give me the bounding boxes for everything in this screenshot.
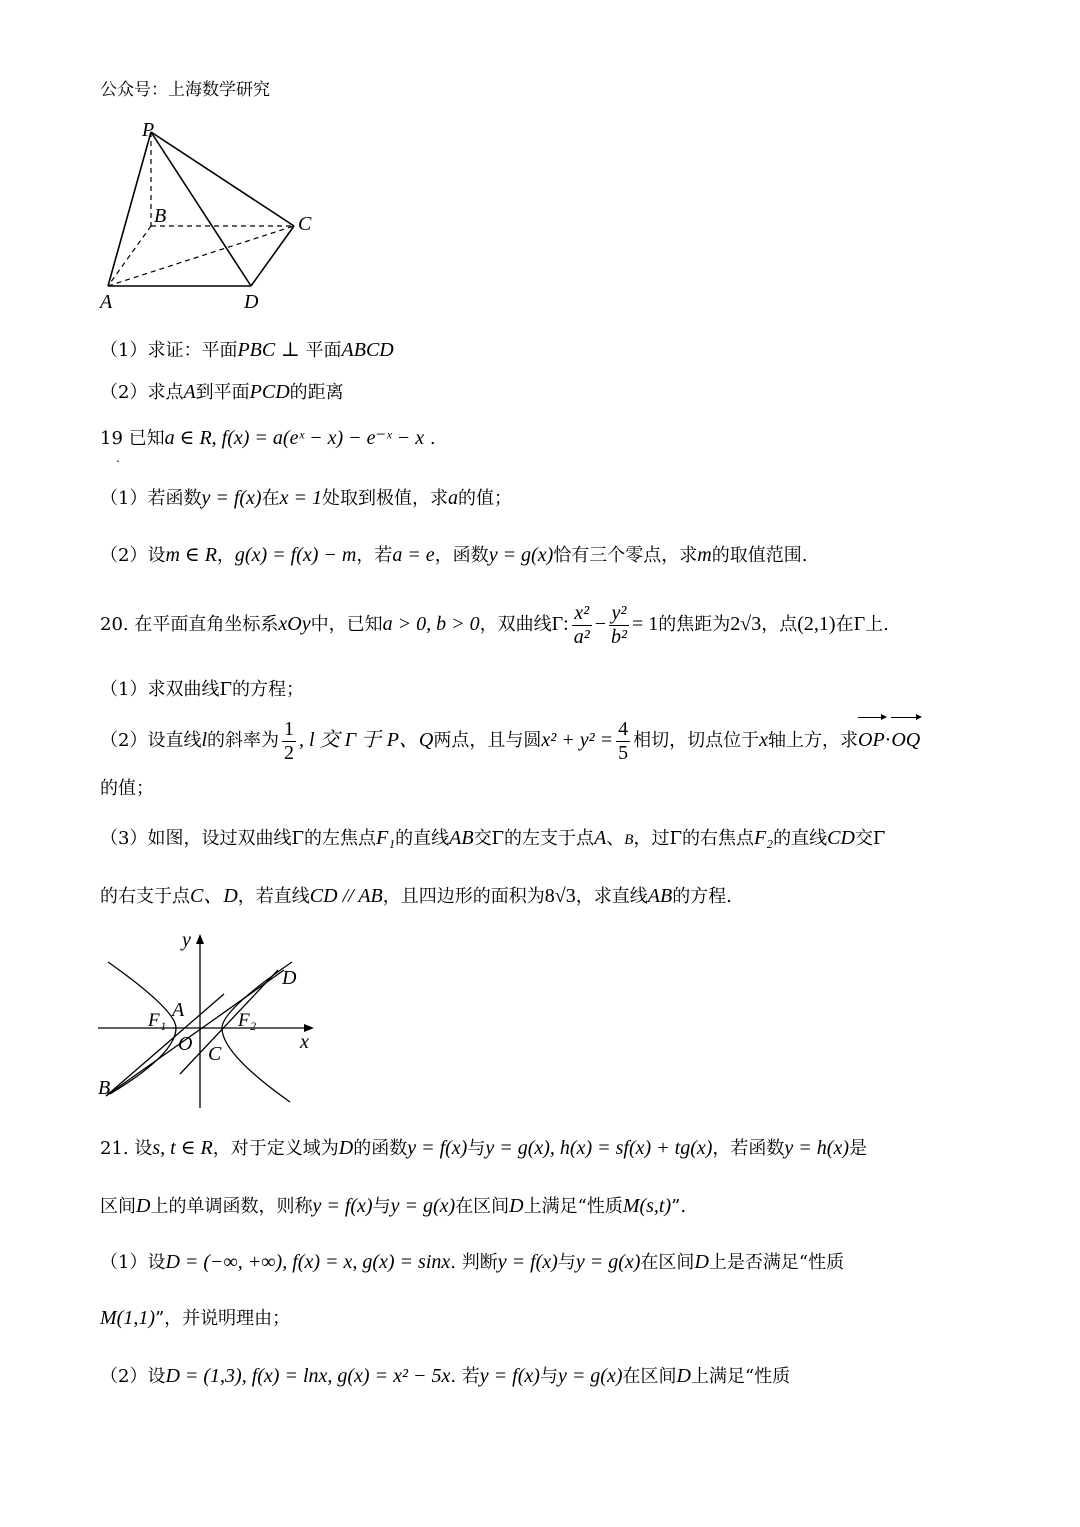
label-b: B: [154, 205, 167, 227]
q21-p2-sat: 上满足“性质: [690, 1366, 791, 1387]
q20-cond: a > 0, b > 0: [382, 613, 480, 635]
q21-p1-yf: y = f(x): [497, 1251, 558, 1273]
perp-symbol: ⊥: [280, 339, 300, 361]
q20-p2-slope: 的斜率为: [207, 730, 280, 751]
vector-oq: OQ: [891, 716, 920, 764]
frac-x-den: a²: [573, 625, 590, 648]
edge-pa: [108, 132, 151, 286]
q21-d: D: [338, 1137, 354, 1159]
q20-ab: AB: [449, 827, 474, 849]
q20-cd: CD: [827, 827, 855, 849]
q20-f2: F₂: [753, 827, 774, 849]
label-p: P: [142, 119, 155, 141]
q19-p1-suffix: 的值；: [457, 488, 512, 509]
q20-number: 20.: [100, 614, 129, 635]
point-a: A: [183, 381, 196, 403]
q21-number: 21.: [100, 1138, 129, 1159]
q20-point: (2,1): [797, 613, 836, 635]
q19-p2-if: ，若: [356, 545, 393, 566]
q21-text4: ，若函数: [712, 1138, 785, 1159]
y-axis-arrow-icon: [196, 934, 204, 944]
q20-p3-mid3: ，过Γ的右焦点: [633, 828, 754, 849]
q21-p1-yg: y = g(x): [575, 1251, 641, 1273]
q20-p2-tangent: 相切，切点位于: [633, 730, 760, 751]
frac45-den: 5: [618, 741, 629, 764]
q21-l2-sat: 上满足“性质: [523, 1196, 623, 1217]
q19-p2-y: y = g(x): [488, 544, 554, 566]
q20-p3b-ask: ，求直线: [575, 886, 648, 907]
q20-p3b-mid: ，若直线: [237, 886, 310, 907]
label-c2: C: [208, 1043, 222, 1065]
q19-p2-g: g(x) = f(x) − m: [234, 544, 357, 566]
q20-p3-mid2: 交Γ的左支于点: [473, 828, 595, 849]
q20-stem: [100, 600, 889, 649]
q21-stem: [100, 1134, 867, 1163]
q20-frac-x: [572, 602, 592, 649]
q20-focal: 2√3: [730, 613, 762, 635]
q18-p1-text: （1）求证：平面: [100, 340, 238, 361]
label-d: D: [244, 291, 259, 313]
edge-pc: [151, 132, 294, 226]
q20-p3-mid5: 交Γ: [854, 828, 886, 849]
q20-text3: ，双曲线: [479, 614, 552, 635]
q21-p1-judge: . 判断: [450, 1252, 498, 1273]
plane-pbc: PBC: [237, 339, 276, 361]
q20-text5: ，点: [761, 614, 798, 635]
q19-p1-cond: x = 1: [279, 487, 322, 509]
q20-gamma2: Γ: [853, 613, 866, 635]
q20-minus: −: [594, 613, 606, 635]
label-a2: A: [172, 999, 185, 1021]
frac-y-num: y²: [609, 602, 629, 626]
q20-p3-mid1: 的直线: [395, 828, 450, 849]
q20-text7: 上.: [865, 614, 889, 635]
q21-p1-d: D: [694, 1251, 709, 1273]
label-a: A: [100, 291, 113, 313]
q18-part2: [100, 378, 344, 407]
q19-p2-comma: ，: [216, 545, 235, 566]
q20-pt-a: A: [594, 827, 607, 849]
q21-p2-if: . 若: [450, 1366, 480, 1387]
q20-gamma: Γ: [551, 613, 564, 635]
q20-cd-points: C、D: [190, 885, 238, 907]
q21-l2-d2: D: [509, 1195, 524, 1217]
q21-p2-and: 与: [539, 1366, 558, 1387]
q20-p3-mid4: 的直线: [773, 828, 828, 849]
q20-frac-y: [609, 602, 629, 649]
q20-frac-half: [282, 718, 296, 765]
q20-p3b-suffix: 的方程.: [672, 886, 732, 907]
q19-part1: [100, 484, 512, 513]
q20-p2-x: x: [759, 729, 768, 751]
q19-number: 19: [100, 428, 123, 449]
q21-l2-end: ”.: [671, 1196, 687, 1217]
q21-l2-yg: y = g(x): [390, 1195, 456, 1217]
q20-p3b-ab: AB: [647, 885, 673, 907]
q19-p1-text: （1）若函数: [100, 488, 202, 509]
q21-p1-and: 与: [557, 1252, 576, 1273]
label-d2: D: [282, 967, 297, 989]
q18-p1-mid: 平面: [305, 340, 342, 361]
q21-part1: [100, 1248, 844, 1277]
q21-p1b-m: M(1,1): [100, 1307, 155, 1329]
q21-p1-sat: 上是否满足“性质: [708, 1252, 845, 1273]
q20-part3-cont: [100, 882, 732, 911]
edge-ac-hidden: [108, 226, 294, 286]
q20-text4: 的焦距为: [658, 614, 731, 635]
q21-p1-def: D = (−∞, +∞), f(x) = x, g(x) = sinx: [165, 1251, 451, 1273]
q19-text: 已知: [128, 428, 165, 449]
dot-product: ·: [884, 729, 892, 751]
q21-p1-in: 在区间: [640, 1252, 695, 1273]
q20-f1: F₁: [375, 827, 396, 849]
label-b2: B: [98, 1077, 111, 1099]
q19-part2: [100, 541, 807, 570]
q20-xoy: xOy: [278, 613, 311, 635]
q19-end: .: [429, 428, 436, 449]
q21-p2-def: D = (1,3), f(x) = lnx, g(x) = x² − 5x: [165, 1365, 451, 1387]
q20-parallel: CD // AB: [309, 885, 383, 907]
label-f2: F₂: [238, 1010, 257, 1031]
q21-p2-d: D: [676, 1365, 691, 1387]
q20-p2-axis: 轴上方，求: [768, 730, 858, 751]
frac45-num: 4: [618, 717, 629, 740]
q18-p2-mid: 到平面: [195, 382, 250, 403]
q18-p2-text: （2）求点: [100, 382, 184, 403]
edge-dc: [251, 226, 294, 286]
plane-pcd: PCD: [249, 381, 290, 403]
q21-text1: 设: [134, 1138, 153, 1159]
q20-sep: 、: [606, 828, 625, 849]
q21-part2: [100, 1362, 790, 1391]
half-den: 2: [284, 741, 295, 764]
q19-p2-m: m ∈ R: [165, 544, 217, 566]
q19-stem: [100, 424, 436, 453]
q21-text2: ，对于定义域为: [212, 1138, 339, 1159]
q19-p2-a: a = e: [392, 544, 435, 566]
vector-op: OP: [858, 716, 885, 764]
q19-p2-mid: 恰有三个零点，求: [553, 545, 698, 566]
q21-p2-text: （2）设: [100, 1366, 166, 1387]
q20-text1: 在平面直角坐标系: [134, 614, 279, 635]
q19-p2-var: m: [697, 544, 712, 566]
q21-l2-d: D: [136, 1195, 151, 1217]
q20-part1: （1）求双曲线Γ的方程；: [100, 679, 304, 700]
q20-colon: :: [563, 613, 569, 635]
q19-p1-var: a: [447, 487, 458, 509]
q20-p2-circle: 两点，且与圆: [433, 730, 542, 751]
q20-pt-b: B: [624, 832, 634, 848]
q20-frac-45: [616, 718, 630, 765]
q21-l2-and: 与: [372, 1196, 391, 1217]
q18-p2-suffix: 的距离: [289, 382, 344, 403]
q19-formula: a ∈ R, f(x) = a(eˣ − x) − e⁻ˣ − x: [164, 427, 425, 449]
q19-p2-suffix: 的取值范围.: [711, 545, 808, 566]
source-header: 公众号：上海数学研究: [100, 80, 270, 100]
q21-p2-yg: y = g(x): [557, 1365, 623, 1387]
q21-st: s, t ∈ R: [152, 1137, 213, 1159]
label-c: C: [298, 213, 312, 235]
q21-l2-text: 区间: [100, 1196, 136, 1217]
q21-p1-text: （1）设: [100, 1252, 166, 1273]
pyramid-figure: [96, 118, 336, 318]
q20-text6: 在: [835, 614, 854, 635]
label-o: O: [178, 1033, 193, 1055]
q20-p3b-text: 的右支于点: [100, 886, 190, 907]
q21-part1-cont: [100, 1304, 290, 1333]
q21-is: 是: [848, 1138, 867, 1159]
plane-abcd: ABCD: [341, 339, 394, 361]
q21-l2-m: M(s,t): [622, 1195, 672, 1217]
q21-yf: y = f(x): [407, 1137, 468, 1159]
q21-p2-in: 在区间: [622, 1366, 677, 1387]
q20-part3: [100, 824, 885, 854]
frac-y-den: b²: [610, 625, 627, 648]
q21-p1b-rest: ”，并说明理由；: [154, 1308, 291, 1329]
q19-p2-text: （2）设: [100, 545, 166, 566]
frac-x-num: x²: [572, 602, 592, 626]
q20-p3-text: （3）如图，设过双曲线Γ的左焦点: [100, 828, 376, 849]
q21-and: 与: [467, 1138, 486, 1159]
edge-ba-hidden: [108, 226, 151, 286]
q20-p2-text: （2）设直线: [100, 730, 202, 751]
q21-yh: y = h(x): [784, 1137, 849, 1159]
q19-p2-func: ，函数: [434, 545, 489, 566]
q19-p1-func: y = f(x): [201, 487, 262, 509]
label-x: x: [300, 1031, 309, 1053]
hyperbola-figure: [96, 926, 326, 1111]
half-num: 1: [284, 717, 295, 740]
q19-dot: .: [116, 451, 120, 465]
q19-p1-mid2: 处取到极值，求: [321, 488, 448, 509]
q20-part2: [100, 716, 920, 765]
q20-text2: 中，已知: [310, 614, 383, 635]
q20-p2-l: l: [201, 729, 208, 751]
line-parallel: [180, 970, 278, 1074]
q20-p2-pq: P、Q: [386, 729, 434, 751]
q21-p2-yf: y = f(x): [479, 1365, 540, 1387]
q21-l2-mid: 上的单调函数，则称: [150, 1196, 313, 1217]
q21-text3: 的函数: [353, 1138, 408, 1159]
q21-stem-cont: [100, 1192, 686, 1221]
q20-part2-end: 的值；: [100, 778, 154, 799]
q21-yg: y = g(x), h(x) = sf(x) + tg(x): [485, 1137, 713, 1159]
q20-circle-lhs: x² + y² =: [541, 729, 614, 751]
q18-part1: [100, 336, 394, 365]
q20-eq1: = 1: [631, 613, 659, 635]
label-y: y: [182, 929, 191, 951]
label-f1: F₁: [148, 1010, 167, 1031]
q20-p3b-area: ，且四边形的面积为: [382, 886, 545, 907]
q21-l2-yf: y = f(x): [312, 1195, 373, 1217]
q21-l2-in: 在区间: [455, 1196, 510, 1217]
q20-p2-cross: , l 交 Γ 于: [299, 729, 381, 751]
q20-area: 8√3: [544, 885, 576, 907]
q19-p1-mid: 在: [261, 488, 280, 509]
